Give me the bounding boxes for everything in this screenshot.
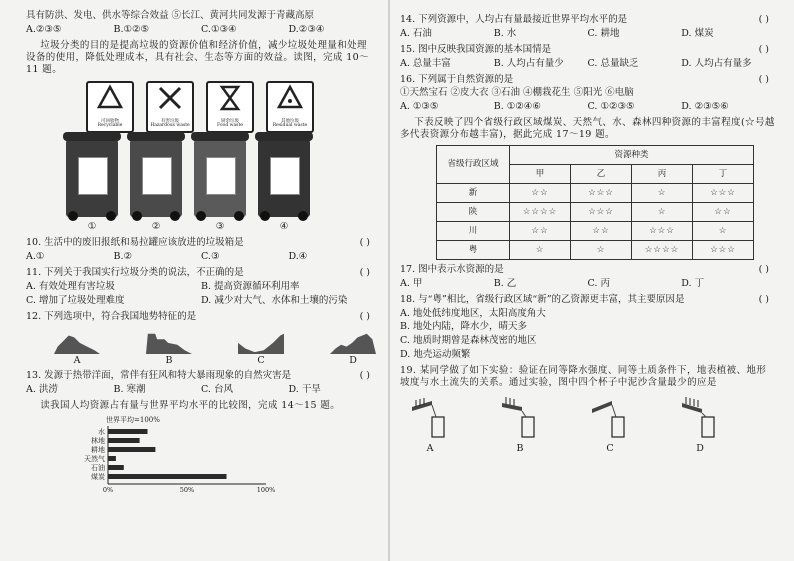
cup-b-illustration <box>500 397 540 441</box>
chart-category-label: 林地 <box>91 437 105 445</box>
table-cell: ☆☆☆ <box>693 240 754 259</box>
bin-recyclable <box>66 137 118 217</box>
table-intro: 下表反映了四个省级行政区域煤炭、天然气、水、森林四种资源的丰富程度(☆号越多代表资源分布越丰富)，据此完成 17～19 题。 <box>400 117 775 140</box>
q18-option-a[interactable]: A. 地处低纬度地区，太阳高度角大 <box>400 307 546 319</box>
recyclable-sign-en: Recyclable <box>97 123 123 129</box>
q11-options-ab <box>26 281 376 293</box>
q11 <box>26 267 376 279</box>
q15-option-b[interactable]: B. 人均占有量少 <box>493 57 564 69</box>
cup-d[interactable] <box>680 397 720 441</box>
q16-options <box>400 101 775 113</box>
chart-bar <box>108 474 227 479</box>
table-cell: ☆☆☆☆ <box>510 202 571 221</box>
q18-option-d[interactable]: D. 地壳运动频繁 <box>400 349 471 361</box>
q15-options <box>400 58 775 70</box>
cup-d-illustration <box>680 397 720 441</box>
q13-option-a[interactable]: A. 洪涝 <box>26 384 58 396</box>
q10-answer-blank[interactable]: ( ) <box>359 237 370 249</box>
table-corner-header: 省级行政区域 <box>437 145 510 183</box>
terrain-profile-c[interactable] <box>238 329 284 355</box>
table-row <box>437 183 754 202</box>
table-cell: ☆☆☆ <box>632 221 693 240</box>
hazardous-sign-label: 有害垃圾 <box>161 118 179 124</box>
table-col-bing: 丙 <box>632 164 693 183</box>
q14-option-b[interactable]: B. 水 <box>493 27 517 39</box>
table-col-yi: 乙 <box>571 164 632 183</box>
q9-option-a[interactable]: A.②③⑤ <box>26 23 62 35</box>
q12-answer-blank[interactable]: ( ) <box>359 310 370 322</box>
q13-answer-blank[interactable]: ( ) <box>359 370 370 382</box>
left-column <box>26 10 376 496</box>
table-col-ding: 丁 <box>693 164 754 183</box>
chart-category-label: 煤炭 <box>91 473 105 481</box>
q16-answer-blank[interactable]: ( ) <box>758 73 769 85</box>
terrain-profile-a[interactable] <box>54 329 100 355</box>
q14-stem: 14. 下列资源中，人均占有量最接近世界平均水平的是 <box>400 14 628 25</box>
q17-options <box>400 278 775 290</box>
table-cell: ☆☆ <box>510 183 571 202</box>
q9-options <box>26 24 376 36</box>
q17-option-a[interactable]: A. 甲 <box>400 277 423 289</box>
residual-sign-en: Residual waste <box>272 123 308 129</box>
bin-number-row <box>66 221 376 233</box>
q10-options <box>26 251 376 263</box>
q16-option-b[interactable]: B. ①②④⑥ <box>493 101 541 113</box>
row-label-chuan: 川 <box>437 221 510 240</box>
q18-option-b[interactable]: B. 地处内陆，降水少，晴天多 <box>400 321 528 333</box>
residual-triangle-icon <box>268 83 312 113</box>
bar-chart-svg <box>66 414 286 496</box>
table-cell: ☆ <box>571 240 632 259</box>
q11-option-c[interactable]: C. 增加了垃圾处理难度 <box>26 294 125 306</box>
cup-label-d: D <box>696 442 704 454</box>
q10-stem: 10. 生活中的废旧报纸和易拉罐应该放进的垃圾箱是 <box>26 237 244 249</box>
q14-option-d[interactable]: D. 煤炭 <box>681 27 714 39</box>
q15-option-d[interactable]: D. 人均占有量多 <box>681 57 752 69</box>
q10-option-b[interactable]: B.② <box>113 251 133 263</box>
q11-option-b[interactable]: B. 提高资源循环利用率 <box>201 280 300 292</box>
terrain-profile-b[interactable] <box>146 329 192 355</box>
chart-bar <box>108 429 148 434</box>
q10 <box>26 237 376 249</box>
terrain-label-b: B <box>165 354 173 366</box>
table-cell: ☆☆ <box>693 202 754 221</box>
q15 <box>400 44 775 56</box>
q11-options-cd <box>26 295 376 307</box>
residual-sign-label: 其他垃圾 <box>281 118 299 124</box>
bin-number-1: ① <box>87 221 97 233</box>
table-row <box>437 221 754 240</box>
hazardous-sign <box>146 81 194 133</box>
bin-number-3: ③ <box>215 221 225 233</box>
table-cell: ☆ <box>693 221 754 240</box>
q10-option-a[interactable]: A.① <box>26 251 45 263</box>
bin-number-4: ④ <box>279 221 289 233</box>
q13-option-b[interactable]: B. 寒潮 <box>113 384 146 396</box>
cup-labels <box>410 443 775 455</box>
q18-option-c[interactable]: C. 地质时期曾是森林茂密的地区 <box>400 335 537 347</box>
q13-stem: 13. 发源于热带洋面，常伴有狂风和特大暴雨现象的自然灾害是 <box>26 370 292 382</box>
cup-label-b: B <box>516 442 524 454</box>
chart-category-label: 天然气 <box>84 455 105 463</box>
terrain-profiles <box>54 329 376 355</box>
table-cell: ☆ <box>632 202 693 221</box>
q17 <box>400 264 775 276</box>
q11-answer-blank[interactable]: ( ) <box>359 267 370 278</box>
cup-a[interactable] <box>410 397 450 441</box>
q13-option-c[interactable]: C. 台风 <box>201 384 233 396</box>
cup-b[interactable] <box>500 397 540 441</box>
chart-bar <box>108 465 124 470</box>
q16-option-c[interactable]: C. ①②③⑤ <box>587 101 635 113</box>
q17-stem: 17. 图中表示水资源的是 <box>400 263 504 275</box>
chart-category-label: 耕地 <box>91 446 105 454</box>
experiment-cups <box>410 397 775 441</box>
q16-items: ①天然宝石 ②皮大衣 ③石油 ④棚栽花生 ⑤阳光 ⑥电脑 <box>400 87 634 99</box>
row-label-xin: 新 <box>437 183 510 202</box>
right-column <box>400 10 775 455</box>
q14-option-c[interactable]: C. 耕地 <box>587 27 620 39</box>
q9-option-b[interactable]: B.①②⑤ <box>113 23 150 35</box>
q17-option-d[interactable]: D. 丁 <box>681 277 705 289</box>
table-row <box>437 240 754 259</box>
cup-label-a: A <box>426 442 434 454</box>
q17-option-c[interactable]: C. 丙 <box>587 277 610 289</box>
table-cell: ☆☆☆☆ <box>632 240 693 259</box>
table-cell: ☆☆ <box>510 221 571 240</box>
chart-bar <box>108 456 116 461</box>
garbage-bin-row <box>66 137 376 217</box>
bin-food-waste <box>194 137 246 217</box>
terrain-label-a: A <box>73 354 81 366</box>
resource-bar-chart <box>66 414 286 496</box>
chart-category-label: 石油 <box>91 464 105 472</box>
q11-stem: 11. 下列关于我国实行垃圾分类的说法，不正确的是 <box>26 267 244 278</box>
q15-option-a[interactable]: A. 总量丰富 <box>400 57 451 69</box>
food-waste-sign <box>206 81 254 133</box>
q18-stem: 18. 与“粤”相比，省级行政区域“新”的乙资源更丰富，其主要原因是 <box>400 293 685 305</box>
chart-category-label: 水 <box>98 428 105 436</box>
cup-label-c: C <box>606 442 614 454</box>
q14-options <box>400 28 775 40</box>
cup-c[interactable] <box>590 397 630 441</box>
q13-options <box>26 384 376 396</box>
q14 <box>400 14 775 26</box>
chart-intro: 读我国人均资源占有量与世界平均水平的比较图，完成 14～15 题。 <box>40 400 341 412</box>
hazard-x-icon <box>148 83 192 113</box>
q13 <box>26 370 376 382</box>
table-cell: ☆ <box>510 240 571 259</box>
recycle-icon <box>88 83 132 113</box>
q14-answer-blank[interactable]: ( ) <box>758 14 769 25</box>
cup-c-illustration <box>590 397 630 441</box>
food-waste-sign-en: Food waste <box>217 123 243 129</box>
chart-tick-label: 50% <box>179 486 195 494</box>
row-label-yue: 粤 <box>437 240 510 259</box>
bin-hazardous <box>130 137 182 217</box>
table-cell: ☆☆☆ <box>693 183 754 202</box>
recyclable-sign <box>86 81 134 133</box>
hazardous-sign-en: Hazardous waste <box>150 123 190 129</box>
q9-option-c[interactable]: C.①③④ <box>201 23 237 35</box>
q9-option-d[interactable]: D.②③④ <box>288 23 325 35</box>
bin-residual <box>258 137 310 217</box>
garbage-intro: 垃圾分类的目的是提高垃圾的资源价值和经济价值，减少垃圾处理量和处理设备的使用，降低处理成本，具有社会、生态等方面的效益。读图，完成 10～11 题。 <box>26 39 370 75</box>
q16 <box>400 74 775 86</box>
resource-table <box>436 145 754 260</box>
terrain-profile-d[interactable] <box>330 329 376 355</box>
chart-tick-label: 100% <box>256 486 276 494</box>
q16-option-d[interactable]: D. ②③⑤⑥ <box>681 101 729 113</box>
q9-tail-text: 具有防洪、发电、供水等综合效益 ⑤长江、黄河共同发源于青藏高原 <box>26 10 315 21</box>
chart-title: 世界平均=100% <box>106 416 160 424</box>
food-waste-sign-label: 厨余垃圾 <box>221 118 239 124</box>
terrain-label-d: D <box>349 354 357 366</box>
cup-a-illustration <box>410 397 450 441</box>
q19-stem: 19. 某同学做了如下实验：验证在同等降水强度、同等土质条件下，地表植被、地形坡度与水土流失的关系。通过实验，图中四个杯子中泥沙含量最少的应是 <box>400 365 767 388</box>
q13-option-d[interactable]: D. 干旱 <box>288 384 321 396</box>
terrain-label-c: C <box>257 354 265 366</box>
hourglass-icon <box>208 83 252 113</box>
table-row <box>437 202 754 221</box>
q16-option-a[interactable]: A. ①③⑤ <box>400 101 439 113</box>
residual-sign <box>266 81 314 133</box>
q15-option-c[interactable]: C. 总量缺乏 <box>587 57 639 69</box>
q15-answer-blank[interactable]: ( ) <box>758 43 769 55</box>
bin-number-2: ② <box>151 221 161 233</box>
q12 <box>26 311 376 323</box>
recyclable-sign-label: 可回收物 <box>101 118 119 124</box>
q11-option-d[interactable]: D. 减少对大气、水体和土壤的污染 <box>201 294 348 306</box>
q14-option-a[interactable]: A. 石油 <box>400 27 432 39</box>
row-label-shaan: 陕 <box>437 202 510 221</box>
q11-option-a[interactable]: A. 有效处理有害垃圾 <box>26 280 115 292</box>
table-col-jia: 甲 <box>510 164 571 183</box>
chart-bar <box>108 447 155 452</box>
table-cell: ☆ <box>632 183 693 202</box>
table-group-header: 资源种类 <box>510 145 754 164</box>
q15-stem: 15. 图中反映我国资源的基本国情是 <box>400 43 552 55</box>
q18-answer-blank[interactable]: ( ) <box>758 293 769 305</box>
chart-bar <box>108 438 140 443</box>
q10-option-c[interactable]: C.③ <box>201 251 220 263</box>
q17-answer-blank[interactable]: ( ) <box>758 263 769 275</box>
chart-tick-label: 0% <box>102 486 114 494</box>
table-cell: ☆☆ <box>571 221 632 240</box>
terrain-labels <box>54 355 376 367</box>
q10-option-d[interactable]: D.④ <box>288 251 308 263</box>
table-cell: ☆☆☆ <box>571 183 632 202</box>
q18 <box>400 294 775 306</box>
page-fold-divider <box>388 0 390 561</box>
q16-stem: 16. 下列属于自然资源的是 <box>400 73 514 85</box>
table-cell: ☆☆☆ <box>571 202 632 221</box>
q17-option-b[interactable]: B. 乙 <box>493 277 517 289</box>
q12-stem: 12. 下列选项中，符合我国地势特征的是 <box>26 310 197 322</box>
garbage-sign-row <box>86 81 376 133</box>
